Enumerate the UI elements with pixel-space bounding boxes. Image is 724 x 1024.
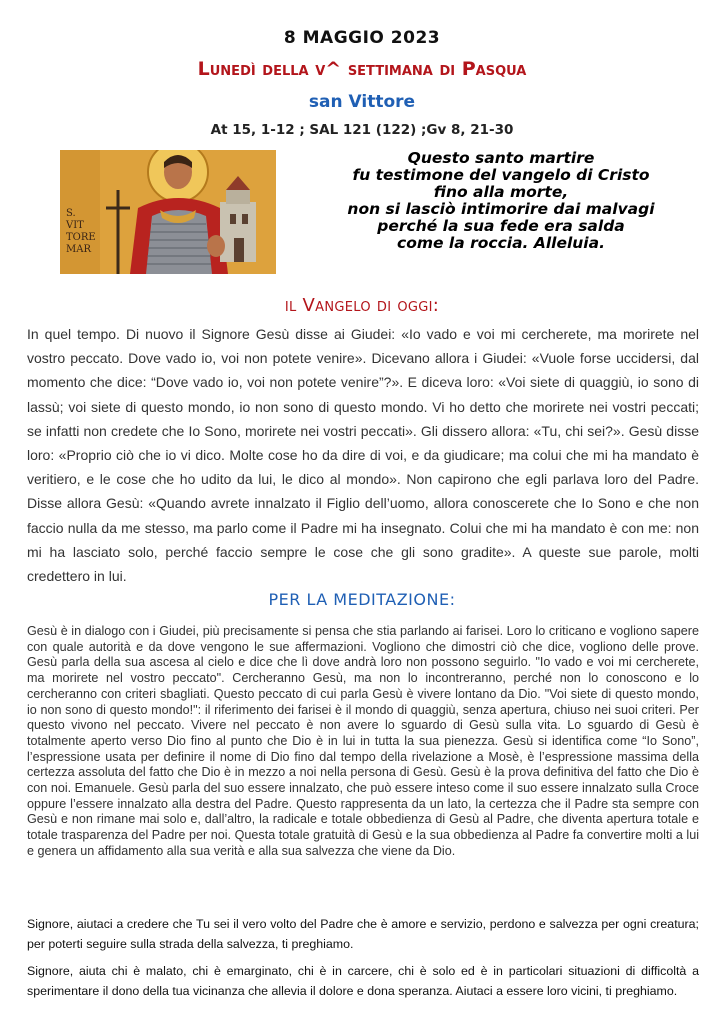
prayer-intention: Signore, aiutaci a credere che Tu sei il vero volto del Padre che è amore e servizio, perdono e salvezza per ogni creatura; per poterti seguire sulla strada della salvezza, ti preghiamo.: [27, 917, 699, 951]
quote-line: non si lasciò intimorire dai malvagi: [347, 200, 655, 218]
quote-line: come la roccia. Alleluia.: [397, 234, 605, 252]
prayer-intention: Signore, aiuta chi è malato, chi è emarginato, chi è in carcere, chi è solo ed è in particolari situazioni di difficoltà a sperimentare il dono della tua vicinanza che allevia il dolore e dona speranza. Aiutaci a essere loro vicini, ti preghiamo.: [27, 964, 699, 998]
quote-line: Questo santo martire: [407, 149, 595, 167]
quote-line: fino alla morte,: [433, 183, 569, 201]
meditation-heading: PER LA MEDITAZIONE:: [268, 590, 456, 609]
saint-icon-painting: [60, 150, 276, 274]
gospel-text: In quel tempo. Di nuovo il Signore Gesù disse ai Giudei: «Io vado e voi mi cercherete, ma morirete nel vostro peccato. Dove vado io, voi non potete venire». Dicevano allora i Giudei: «Vuole forse uccidersi, dal momento che dice: “Dove vado io, voi non potete venire”?». E diceva loro: «Voi siete di quaggiù, io sono di lassù; voi siete di questo mondo, io non sono di questo mondo. Vi ho detto che morirete nei vostri peccati; se infatti non credete che Io Sono, morirete nei vostri peccati». Gli dissero allora: «Tu, chi sei?». Gesù disse loro: «Proprio ciò che io vi dico. Molte cose ho da dire di voi, e da giudicare; ma colui che mi ha mandato è veritiero, e le cose che ho udito da lui, le dico al mondo». Non capirono che egli parlava loro del Padre. Disse allora Gesù: «Quando avrete innalzato il Figlio dell’uomo, allora conoscerete che Io Sono e che non faccio nulla da me stesso, ma parlo come il Padre mi ha insegnato. Colui che mi ha mandato è con me: non mi ha lasciato solo, perché faccio sempre le cose che gli sono gradite». A queste sue parole, molti credettero in lui.: [27, 326, 699, 585]
page-date: 8 MAGGIO 2023: [283, 28, 441, 48]
reading-references: At 15, 1-12 ; SAL 121 (122) ;Gv 8, 21-30: [210, 122, 514, 138]
saint-icon-image: [60, 150, 276, 274]
gospel-heading: il Vangelo di oggi:: [284, 295, 440, 316]
liturgical-day-title: Lunedì della v^ settimana di Pasqua: [197, 58, 527, 80]
quote-line: fu testimone del vangelo di Cristo: [352, 166, 650, 184]
saint-of-the-day: san Vittore: [308, 92, 416, 112]
meditation-text: Gesù è in dialogo con i Giudei, più precisamente si pensa che stia parlando ai farisei. Loro lo criticano e vogliono sapere con quale autorità e da dove vengono le sue affermazioni. Vogliono che dimostri ciò che dice, vogliono delle prove. Gesù parla della sua ascesa al cielo e dice che lì dove andrà loro non possono seguirlo. "Io vado e voi mi cercherete, ma morirete nel vostro peccato". Cercheranno Gesù, ma non lo incontreranno, perché non lo conoscono e lo cercheranno con criteri sbagliati. Questo peccato di cui parla Gesù è vivere lontano da Dio. "Voi siete di questo mondo, io non sono di questo mondo!": il riferimento dei farisei è il mondo di quaggiù, senza apertura, chiuso nei suoi criteri. Per questo vivono nel peccato. Vivere nel peccato è non avere lo sguardo di Gesù sulla vita. Lo sguardo di Gesù è totalmente aperto verso Dio fino al punto che Dio è in lui in tutta la sua pienezza. Gesù si identifica come “Io Sono”, l’espressione usata per definire il nome di Dio fino dal tempo della rivelazione a Mosè, è l’espressione massima della certezza assoluta del fatto che Dio è in mezzo a noi nella persona di Gesù. Gesù è la prova definitiva del fatto che Dio è con noi. Emanuele. Gesù parla del suo essere innalzato, che può essere inteso come il suo essere innalzato sulla Croce oppure l’essere innalzato alla destra del Padre. Questo rappresenta da un lato, la certezza che il Padre sta sempre con Gesù e non rimane mai solo e, dall’altro, la radicale e totale obbedienza di Gesù al Padre, che diventa apertura totale e totale trasparenza del Padre per noi. Questa totale gratuità di Gesù e la sua obbedienza al Padre fa convertire molti a lui e genera un affidamento alla sua verità e alla sua salvezza che viene da Dio.: [27, 624, 699, 858]
icon-inscription: S. VIT TORE MAR: [66, 208, 96, 255]
quote-line: perché la sua fede era salda: [377, 217, 625, 235]
saint-quote: [318, 150, 684, 252]
